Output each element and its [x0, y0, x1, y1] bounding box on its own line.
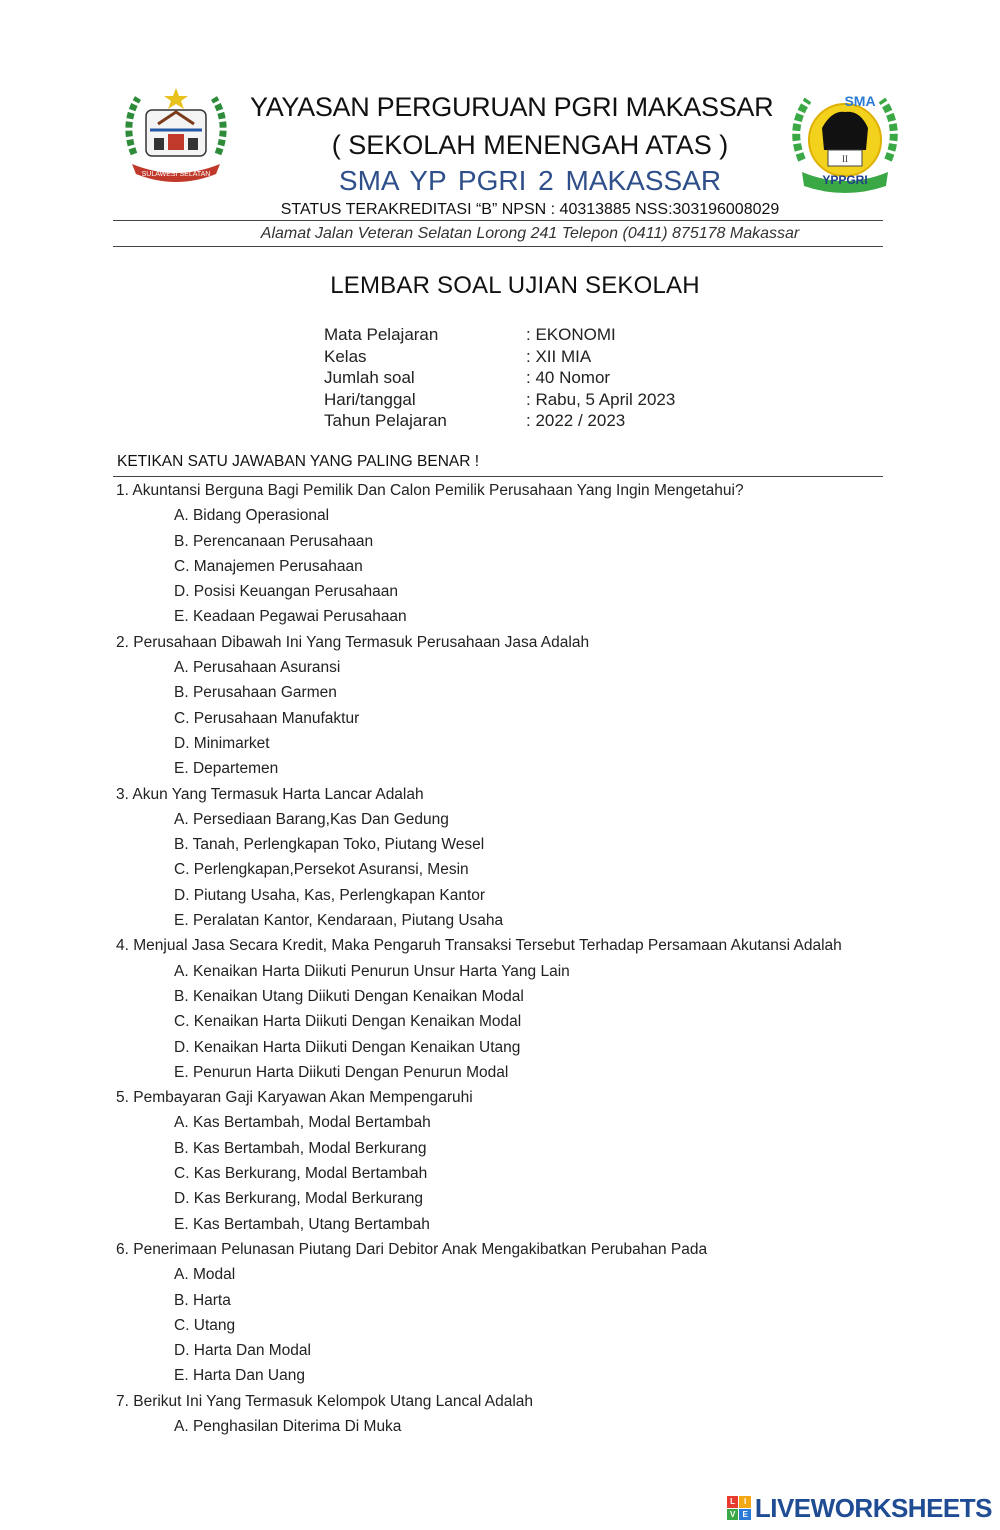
- exam-info-row: [324, 346, 675, 368]
- exam-info-value: : EKONOMI: [526, 325, 616, 344]
- answer-option[interactable]: B. Kas Bertambah, Modal Berkurang: [174, 1139, 427, 1157]
- answer-option[interactable]: D. Posisi Keuangan Perusahaan: [174, 583, 399, 601]
- answer-option[interactable]: D. Harta Dan Modal: [174, 1342, 311, 1360]
- liveworksheets-logo-icon: [727, 1496, 751, 1520]
- question-list: [116, 478, 916, 1439]
- question-item: [116, 782, 916, 934]
- question-text: 2. Perusahaan Dibawah Ini Yang Termasuk Perusahaan Jasa Adalah: [116, 633, 590, 651]
- answer-option[interactable]: B. Perusahaan Garmen: [174, 684, 337, 702]
- exam-info-label: Jumlah soal: [324, 368, 415, 387]
- question-text: 6. Penerimaan Pelunasan Piutang Dari Debitor Anak Mengakibatkan Perubahan Pada: [116, 1240, 708, 1258]
- question-text: 3. Akun Yang Termasuk Harta Lancar Adalah: [116, 785, 424, 803]
- brand-mark-letter: V: [727, 1509, 739, 1521]
- question-text: 4. Menjual Jasa Secara Kredit, Maka Pengaruh Transaksi Tersebut Terhadap Persamaan Akutansi Adalah: [116, 937, 842, 955]
- answer-option[interactable]: E. Keadaan Pegawai Perusahaan: [174, 608, 407, 626]
- brand-mark-letter: E: [739, 1509, 751, 1521]
- emblem-banner-text: SULAWESI SELATAN: [141, 171, 211, 178]
- exam-info-label: Kelas: [324, 346, 367, 366]
- exam-info-row: [324, 410, 675, 432]
- province-emblem-logo: [118, 84, 234, 184]
- liveworksheets-wordmark: LIVEWORKSHEETS: [754, 1492, 992, 1523]
- answer-option[interactable]: D. Minimarket: [174, 734, 270, 752]
- answer-option[interactable]: B. Perencanaan Perusahaan: [174, 532, 374, 550]
- question-item: [116, 478, 916, 630]
- answer-option[interactable]: E. Peralatan Kantor, Kendaraan, Piutang Usaha: [174, 912, 504, 930]
- exam-info-label: Mata Pelajaran: [324, 325, 439, 344]
- answer-option[interactable]: C. Kenaikan Harta Diikuti Dengan Kenaikan Modal: [174, 1013, 522, 1031]
- exam-info-row: [324, 367, 675, 389]
- answer-option[interactable]: A. Kenaikan Harta Diikuti Penurun Unsur Harta Yang Lain: [174, 962, 570, 980]
- liveworksheets-brand[interactable]: [727, 1492, 992, 1524]
- school-address: Alamat Jalan Veteran Selatan Lorong 241 Telepon (0411) 875178 Makassar: [260, 225, 800, 242]
- exam-info-label: Hari/tanggal: [324, 389, 416, 409]
- exam-info-row: [324, 389, 675, 411]
- question-item: [116, 1085, 916, 1237]
- exam-info-value: : Rabu, 5 April 2023: [526, 389, 676, 409]
- answer-option[interactable]: B. Tanah, Perlengkapan Toko, Piutang Wesel: [174, 836, 485, 854]
- answer-option[interactable]: A. Modal: [174, 1266, 236, 1284]
- answer-option[interactable]: C. Perlengkapan,Persekot Asuransi, Mesin: [174, 861, 469, 879]
- answer-option[interactable]: D. Kenaikan Harta Diikuti Dengan Kenaikan Utang: [174, 1038, 521, 1056]
- answer-option[interactable]: A. Persediaan Barang,Kas Dan Gedung: [174, 810, 449, 828]
- school-level: ( SEKOLAH MENENGAH ATAS ): [331, 130, 729, 160]
- answer-option[interactable]: C. Manajemen Perusahaan: [174, 557, 363, 575]
- exam-info-value: : 40 Nomor: [526, 368, 611, 387]
- header-divider-bottom: [113, 246, 883, 247]
- answer-option[interactable]: D. Kas Berkurang, Modal Berkurang: [174, 1190, 423, 1208]
- question-text: 5. Pembayaran Gaji Karyawan Akan Mempengaruhi: [116, 1089, 473, 1107]
- answer-option[interactable]: E. Penurun Harta Diikuti Dengan Penurun Modal: [174, 1063, 509, 1081]
- logo-yppgri-text: YPPGRI: [822, 173, 868, 187]
- exam-info-row: [324, 324, 675, 346]
- question-item: [116, 933, 916, 1085]
- answer-option[interactable]: A. Perusahaan Asuransi: [174, 659, 341, 677]
- brand-mark-letter: L: [727, 1496, 739, 1508]
- answer-option[interactable]: C. Utang: [174, 1316, 236, 1334]
- exam-info-value: : 2022 / 2023: [526, 411, 626, 430]
- exam-info-label: Tahun Pelajaran: [324, 411, 447, 430]
- instruction-heading: KETIKAN SATU JAWABAN YANG PALING BENAR !: [117, 453, 480, 470]
- answer-option[interactable]: C. Kas Berkurang, Modal Bertambah: [174, 1165, 428, 1183]
- answer-option[interactable]: E. Departemen: [174, 760, 279, 778]
- answer-option[interactable]: B. Kenaikan Utang Diikuti Dengan Kenaikan Modal: [174, 987, 524, 1005]
- answer-option[interactable]: B. Harta: [174, 1291, 231, 1309]
- header-divider-top: [113, 220, 883, 221]
- question-item: [116, 1389, 916, 1440]
- question-item: [116, 630, 916, 782]
- answer-option[interactable]: E. Kas Bertambah, Utang Bertambah: [174, 1215, 430, 1233]
- school-name: SMA YP PGRI 2 MAKASSAR: [338, 165, 722, 196]
- exam-info-value: : XII MIA: [526, 346, 592, 366]
- accreditation-status: STATUS TERAKREDITASI “B” NPSN : 40313885 NSS:303196008029: [280, 201, 780, 218]
- foundation-name: YAYASAN PERGURUAN PGRI MAKASSAR: [250, 92, 774, 122]
- question-text: 7. Berikut Ini Yang Termasuk Kelompok Utang Lancal Adalah: [116, 1392, 534, 1410]
- logo-roman-numeral: II: [842, 154, 848, 164]
- exam-info: [324, 324, 675, 432]
- answer-option[interactable]: E. Harta Dan Uang: [174, 1367, 305, 1385]
- logo-sma-text: SMA: [844, 93, 876, 109]
- answer-option[interactable]: A. Penghasilan Diterima Di Muka: [174, 1417, 402, 1435]
- instruction-divider: [113, 476, 883, 477]
- answer-option[interactable]: A. Kas Bertambah, Modal Bertambah: [174, 1114, 431, 1132]
- answer-option[interactable]: D. Piutang Usaha, Kas, Perlengkapan Kantor: [174, 886, 486, 904]
- question-item: [116, 1237, 916, 1389]
- brand-mark-letter: I: [739, 1496, 751, 1508]
- answer-option[interactable]: C. Perusahaan Manufaktur: [174, 709, 360, 727]
- question-text: 1. Akuntansi Berguna Bagi Pemilik Dan Calon Pemilik Perusahaan Yang Ingin Mengetahui?: [116, 482, 744, 499]
- answer-option[interactable]: A. Bidang Operasional: [174, 507, 330, 525]
- page-title: LEMBAR SOAL UJIAN SEKOLAH: [330, 272, 700, 299]
